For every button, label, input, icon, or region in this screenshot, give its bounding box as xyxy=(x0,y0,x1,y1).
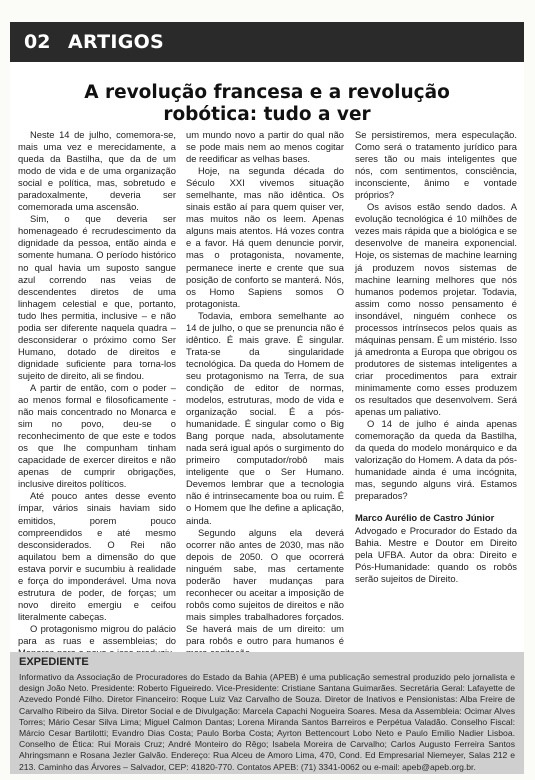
article-column-1 xyxy=(18,129,176,659)
expediente-text: Informativo da Associação de Procuradores do Estado da Bahia (APEB) é uma publicação semestral produzido pelo jornalista e design João Neto. Presidente: Roberto Figueiredo. Vice-Presidente: Cristiane Santana Guimarães. Secretária Geral: Lafayette de Azevedo Pondé Filho. Diretor Financeiro: Roque Luiz Vaz Carvalho de Souza. Diretor de Inativos e Pensionistas: Alba Freire de Carvalho Ribeiro da Silva. Diretor Social e de Divulgação: Marcela Capachi Nogueira Soares. Mesa da Assembleia: Ocimar Alves Torres; Mário Cesar Silva Lima; Miguel Calmon Dantas; Lorena Miranda Santos Barreiros e Perpétua Valadão. Conselho Fiscal: Márcio Cesar Bartilotti; Evandro Dias Costa; Paulo Borba Costa; Ayrton Bettencourt Lobo Neto e Paulo Emilio Nadier Lisboa. Conselho de Ética: Rui Morais Cruz; André Monteiro do Rêgo; Isabela Moreira de Carvalho; Carlos Augusto Ferreira Santos Ahringsmann e Rosana Jezler Galvão. Endereço: Rua Alceu de Amoro Lima, 470, Cond. Ed Empresarial Niemeyer, Salas 212 e 213. Caminho das Árvores – Salvador, CEP: 41820-770. Contatos APEB: (71) 3341-0062 ou e-mail: apeb@apeb.org.br. xyxy=(19,672,515,772)
paragraph: Se persistiremos, mera especulação. Como será o tratamento jurídico para seres tão ou mais inteligentes que nós, com sentimentos, consciência, inconsciente, ânimo e vontade próprios? xyxy=(355,129,517,201)
paragraph: O protagonismo migrou do palácio para as ruas e assembleias; do xyxy=(18,622,176,646)
paragraph: Sim, o que deveria ser homenageado é recrudescimento da dignidade da pessoa, então ainda e somente humana. O período histórico no qual havia um suposto sangue azul correndo nas veias de descendentes diretos de uma linhagem celestial e que, portanto, tudo lhes permitia, inclusive – e não podia ser diferente naquela quadra – desconsiderar o próximo como Ser Humano, dotado de direitos e dignidade suficiente para torna-los sujeito de direito, ali se findou. xyxy=(18,213,176,381)
paragraph: O 14 de julho é ainda apenas comemoração da queda da Bastilha, da queda do modelo monárquico e da valorização do Homem. A data da pós-humanidade ainda é uma incógnita, mas, segundo alguns virá. Estamos preparados? xyxy=(355,418,517,502)
paragraph: um mundo novo a partir do qual não se pode mais nem ao menos cogitar de reedificar as velhas bases. xyxy=(186,129,344,165)
author-bio: Advogado e Procurador do Estado da Bahia. Mestre e Doutor em Direito pela UFBA. Autor da obra: Direito e Pós-Humanidade: quando os robôs serão sujeitos de Direito. xyxy=(355,524,517,584)
paragraph: Segundo alguns ela deverá ocorrer não antes de 2030, mas não depois de 2050. O que ocorrerá ninguém sabe, mas certamente poderão haver mudanças para reconhecer ou aceitar a imposição de robôs como sujeitos de direitos e não mais simples trabalhadores forçados. Se haverá mais de um direito: um para robôs e outro para humanos é xyxy=(186,526,344,646)
page-number: 02 xyxy=(24,31,51,53)
section-header xyxy=(10,22,524,62)
article-title-line-2: robótica: tudo a ver xyxy=(163,104,371,125)
paragraph: Neste 14 de julho, comemora-se, mais uma vez e merecidamente, a queda da Bastilha, que da de um modo de vida e de uma organização social e política, mas, sobretudo e paradoxalmente, deveria ser comemorada uma ascensão. xyxy=(18,129,176,213)
article-title-line-1: A revolução francesa e a revolução xyxy=(84,82,450,103)
article-title xyxy=(10,82,524,126)
section-title: ARTIGOS xyxy=(68,31,165,53)
magazine-page xyxy=(10,22,524,774)
article-column-2 xyxy=(186,129,344,659)
paragraph: Hoje, na segunda década do Século XXI vivemos situação semelhante, mas não idêntica. Os sinais estão aí para quem quiser ver, mas muitos não os leem. Apenas alguns mais atentos. Há vozes contra e a favor. Há quem denuncie porvir, mas o protagonista, novamente, permanece inerte e crente que sua posição de conforto se manterá. Nós, os Homo Sapiens somos O protagonista. xyxy=(186,165,344,309)
paragraph: Até pouco antes desse evento ímpar, vários sinais haviam sido emitidos, porem pouco compreendidos e até mesmo desconsiderados. O Rei não aquilatou bem a dimensão do que estava porvir e sucumbiu à realidade e força do imponderável. Uma nova estrutura de poder, de forças; um novo direito emergiu e ceifou literalmente cabeças. xyxy=(18,490,176,622)
article-column-3 xyxy=(355,129,517,585)
paragraph: Todavia, embora semelhante ao 14 de julho, o que se prenuncia não é idêntico. É mais grave. É singular. Trata-se da singularidade tecnológica. Da queda do Homem de seu protagonismo na Terra, de sua condição de editor de normas, modelos, estruturas, modo de vida e organização social. É a pós-humanidade. É singular como o Big Bang porque nada, absolutamente nada será igual após o surgimento do primeiro computador/robô mais inteligente que o Ser Humano. Devemos lembrar que a tecnologia não é intrinsecamente boa ou ruim. É o Homem que lhe define a aplicação, ainda. xyxy=(186,309,344,526)
author-name: Marco Aurélio de Castro Júnior xyxy=(355,512,495,524)
paragraph: Os avisos estão sendo dados. A evolução tecnológica é 10 milhões de vezes mais rápida que a biológica e se desenvolve de maneira exponencial. Hoje, os sistemas de machine learning já produzem novos sistemas de machine learning melhores que nós humanos podemos projetar. Todavia, assim como nosso pensamento é insondável, ninguém conhece os processos intrínsecos pelos quais as máquinas pensam. É um mistério. Isso já amedronta a Europa que obrigou os produtores de sistemas inteligentes a criar procedimentos para extrair minimamente como esses produzem os resultados que desenvolvem. Será apenas um paliativo. xyxy=(355,201,517,418)
expediente-title: EXPEDIENTE xyxy=(19,656,89,668)
author-block xyxy=(355,512,517,584)
expediente-box xyxy=(10,652,524,774)
paragraph: A partir de então, com o poder – ao menos formal e filosoficamente - não mais concentrado no Monarca e sim no povo, deu-se o reconhecimento de que este e todos os que lhe compunham tinham capacidade de exercer direitos e não apenas de cumprir obrigações, inclusive direitos políticos. xyxy=(18,381,176,490)
